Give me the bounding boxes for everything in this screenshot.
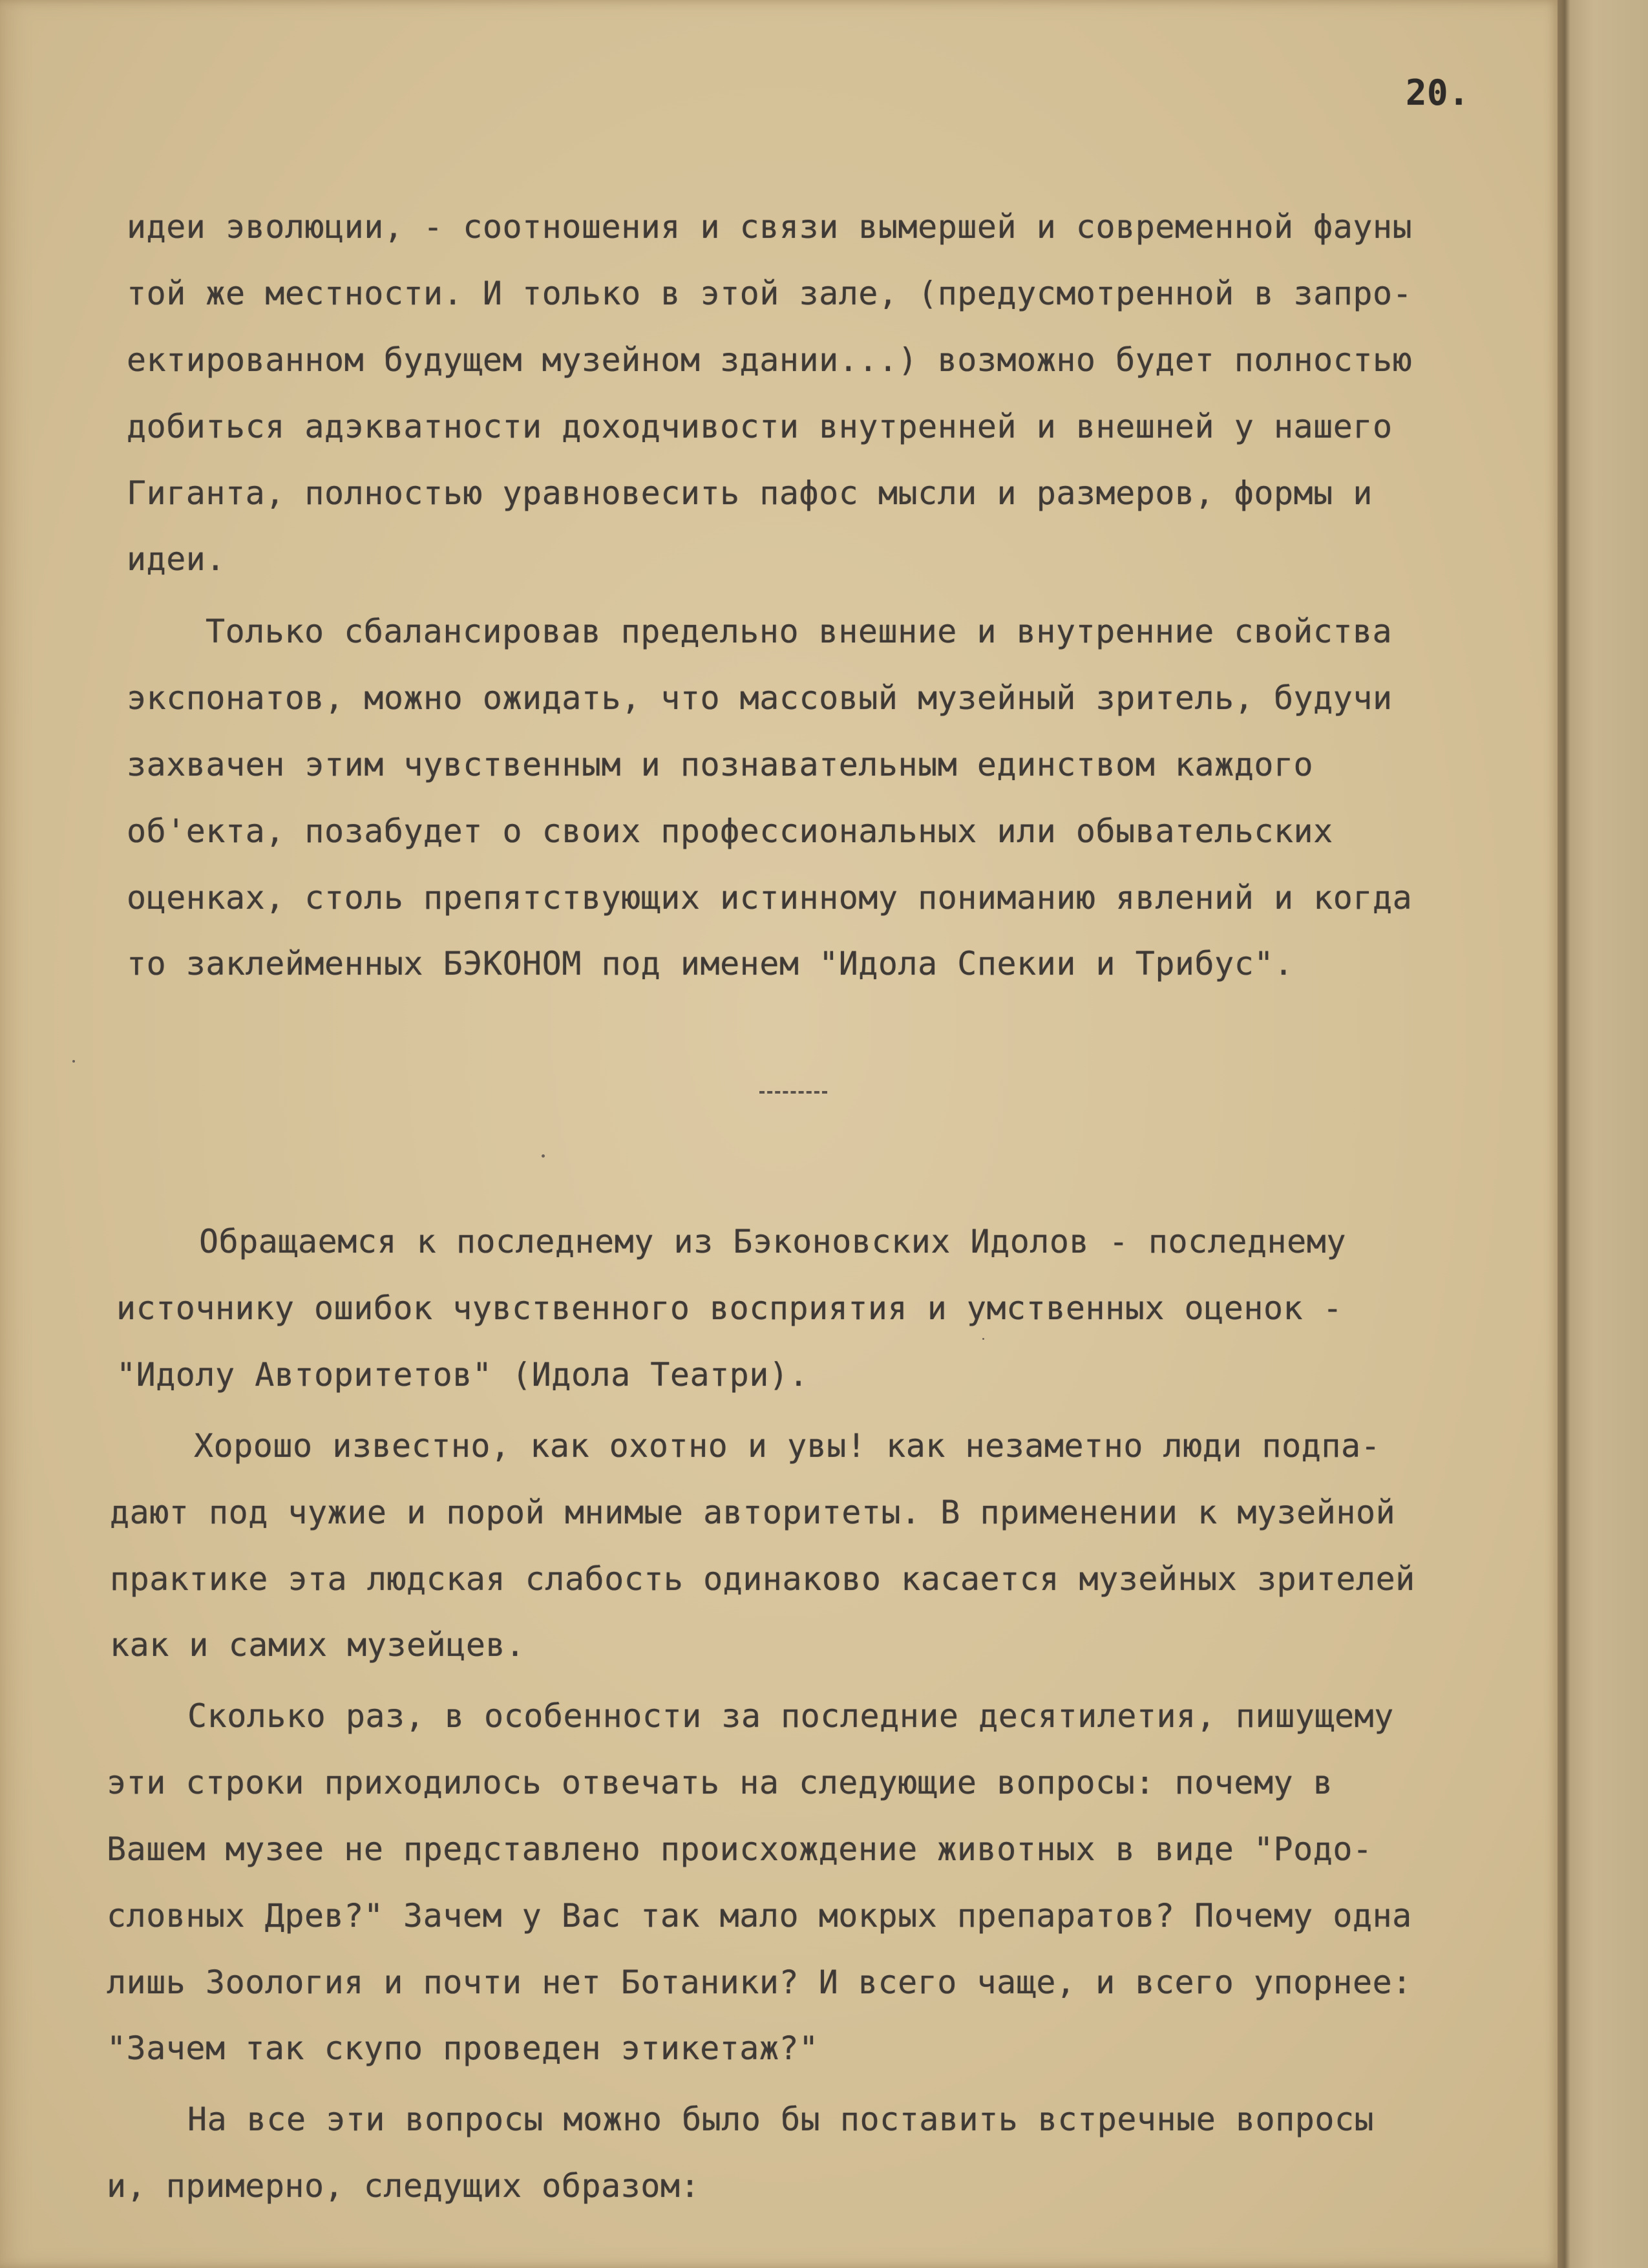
text-line: идеи. <box>127 540 226 578</box>
text-line: ектированном будущем музейном здании...) возможно будет полностью <box>127 341 1413 379</box>
text-line: то заклейменных БЭКОНОМ под именем "Идола Спекии и Трибус". <box>127 945 1294 982</box>
text-line: и, примерно, следущих образом: <box>107 2167 701 2205</box>
text-line: добиться адэкватности доходчивости внутренней и внешней у нашего <box>127 408 1393 445</box>
section-separator <box>759 1091 827 1094</box>
text-line: На все эти вопросы можно было бы поставить встречные вопросы <box>187 2101 1375 2138</box>
text-line: как и самих музейцев. <box>110 1626 525 1664</box>
page-number: 20. <box>1406 72 1470 113</box>
text-line: "Идолу Авторитетов" (Идола Театри). <box>116 1356 809 1394</box>
page-edge-shadow <box>1558 0 1648 2268</box>
paper-speck <box>72 1060 75 1063</box>
text-line: оценках, столь препятствующих истинному пониманию явлений и когда <box>127 879 1413 917</box>
text-line: Только сбалансировав предельно внешние и внутренние свойства <box>206 613 1393 650</box>
text-line: Вашем музее не представлено происхождение животных в виде "Родо- <box>107 1830 1373 1868</box>
text-line: идеи эволюции, - соотношения и связи вымершей и современной фауны <box>127 208 1413 246</box>
text-line: Обращаемся к последнему из Бэконовских Идолов - последнему <box>199 1223 1346 1260</box>
text-line: экспонатов, можно ожидать, что массовый музейный зритель, будучи <box>127 679 1393 717</box>
text-line: практике эта людская слабость одинаково касается музейных зрителей <box>110 1560 1415 1598</box>
text-line: той же местности. И только в этой зале, (предусмотренной в запро- <box>127 275 1413 312</box>
text-line: источнику ошибок чувственного восприятия и умственных оценок - <box>116 1289 1343 1327</box>
text-line: лишь Зоология и почти нет Ботаники? И всего чаще, и всего упорнее: <box>107 1964 1412 2001</box>
text-line: Хорошо известно, как охотно и увы! как незаметно люди подпа- <box>194 1427 1381 1465</box>
text-line: эти строки приходилось отвечать на следующие вопросы: почему в <box>107 1764 1333 1801</box>
text-line: дают под чужие и порой мнимые авторитеты. В применении к музейной <box>110 1494 1396 1531</box>
text-line: об'екта, позабудет о своих профессиональных или обывательских <box>127 812 1333 850</box>
text-line: захвачен этим чувственным и познавательным единством каждого <box>127 746 1314 783</box>
text-line: "Зачем так скупо проведен этикетаж?" <box>107 2030 819 2067</box>
text-line: Сколько раз, в особенности за последние десятилетия, пишущему <box>187 1697 1394 1735</box>
text-line: Гиганта, полностью уравновесить пафос мысли и размеров, формы и <box>127 474 1373 512</box>
paper-speck <box>542 1154 545 1158</box>
paper-speck <box>982 1338 984 1340</box>
text-line: словных Древ?" Зачем у Вас так мало мокрых препаратов? Почему одна <box>107 1897 1412 1934</box>
